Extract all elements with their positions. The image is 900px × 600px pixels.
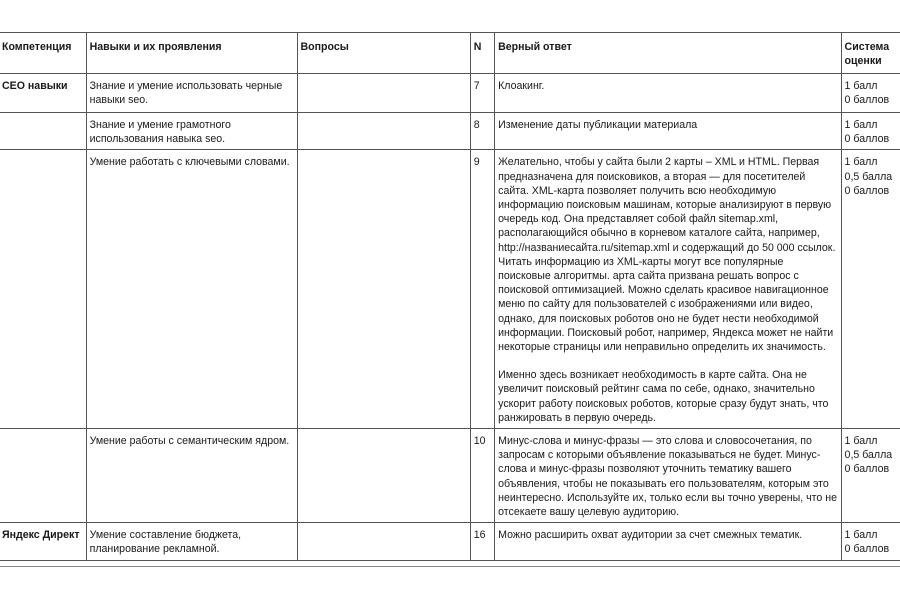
score-line: 1 балл xyxy=(844,156,878,169)
answer-paragraph: Изменение даты публикации материала xyxy=(498,119,698,131)
cell-question xyxy=(297,74,470,113)
cell-scores xyxy=(841,150,900,429)
cell-competence xyxy=(0,150,86,429)
cell-skill: Умение составление бюджета, планирование рекламной. xyxy=(86,523,297,560)
cell-skill: Знание и умение грамотного использования навыка seo. xyxy=(86,113,297,150)
cell-question xyxy=(297,523,470,560)
score-line: 0,5 балла xyxy=(844,170,893,183)
cell-competence xyxy=(0,113,86,150)
score-line: 0 баллов xyxy=(844,543,890,556)
cell-skill: Знание и умение использовать черные навыки seo. xyxy=(86,74,297,113)
cell-competence xyxy=(0,429,86,523)
answer-paragraph: Клоакинг. xyxy=(498,80,545,92)
score-line: 1 балл xyxy=(844,119,878,131)
table-row xyxy=(0,113,900,150)
cell-answer xyxy=(495,74,841,113)
cell-skill: Умение работать с ключевыми словами. xyxy=(86,150,297,429)
cell-number: 16 xyxy=(470,523,494,560)
competence-table xyxy=(0,32,900,561)
table-row xyxy=(0,523,900,560)
cell-answer xyxy=(495,150,841,429)
cell-scores xyxy=(841,523,900,560)
score-line: 1 балл xyxy=(844,529,878,542)
table-row xyxy=(0,429,900,523)
cell-scores xyxy=(841,74,900,113)
answer-paragraph: Желательно, чтобы у сайта были 2 карты – XML и HTML. Первая предназначена для поисковиков, а вторая — для посетителей сайта. XML-карта позволяет получить всю необходимую информацию поисковым машинам, которые анализируют в первую очередь код. Она представляет собой файл sitemap.xml, располагающийся обычно в корневом каталоге сайта, например, http://названиесайта.ru/sitemap.xml и содержащий до 50 000 ссылок. Читать информацию из XML-карты могут все популярные поисковые алгоритмы. арта сайта призвана решать вопрос с поисковой оптимизацией. Можно сделать красивое навигационное меню по сайту для пользователей с изображениями или видео, однако, для поисковых роботов оно не будет нести необходимой информации. Поисковый робот, например, Яндекса может не найти некоторые страницы или неправильно определить их значимость. xyxy=(498,156,836,354)
cell-competence: Яндекс Директ xyxy=(0,523,86,560)
answer-paragraph: Именно здесь возникает необходимость в карте сайта. Она не увеличит поисковый рейтинг сама по себе, однако, значительно ускорит работу поисковых роботов, которые сразу будут знать, что ранжировать в первую очередь. xyxy=(498,369,829,424)
header-skills: Навыки и их проявления xyxy=(86,33,297,74)
table-header-row xyxy=(0,33,900,74)
cell-answer xyxy=(495,113,841,150)
header-n: N xyxy=(470,33,494,74)
cell-number: 9 xyxy=(470,150,494,429)
header-scoring: Система оценки xyxy=(841,33,900,74)
cell-answer xyxy=(495,523,841,560)
page-bottom-divider xyxy=(0,566,900,567)
cell-number: 7 xyxy=(470,74,494,113)
cell-skill: Умение работы с семантическим ядром. xyxy=(86,429,297,523)
header-competence: Компетенция xyxy=(0,33,86,74)
cell-question xyxy=(297,150,470,429)
cell-competence: СЕО навыки xyxy=(0,74,86,113)
score-line: 0 баллов xyxy=(844,94,890,107)
table-row xyxy=(0,150,900,429)
score-line: 1 балл xyxy=(844,435,878,448)
header-questions: Вопросы xyxy=(297,33,470,74)
cell-question xyxy=(297,113,470,150)
score-line: 0,5 балла xyxy=(844,449,893,462)
answer-paragraph: Минус-слова и минус-фразы — это слова и словосочетания, по запросам с которыми объявление показываться не будет. Минус-слова и минус-фразы позволяют уточнить тематику вашего объявления, чтобы не показывать его пользователям, которым это неинтересно. Используйте их, только если вы точно уверены, что не отсекаете вашу целевую аудиторию. xyxy=(498,435,837,519)
cell-answer xyxy=(495,429,841,523)
score-line: 1 балл xyxy=(844,80,878,92)
cell-scores xyxy=(841,113,900,150)
cell-question xyxy=(297,429,470,523)
cell-number: 8 xyxy=(470,113,494,150)
cell-scores xyxy=(841,429,900,523)
score-line: 0 баллов xyxy=(844,133,890,146)
table-row xyxy=(0,74,900,113)
score-line: 0 баллов xyxy=(844,184,890,197)
score-line: 0 баллов xyxy=(844,463,890,476)
cell-number: 10 xyxy=(470,429,494,523)
answer-paragraph: Можно расширить охват аудитории за счет смежных тематик. xyxy=(498,529,803,542)
header-answer: Верный ответ xyxy=(495,33,841,74)
